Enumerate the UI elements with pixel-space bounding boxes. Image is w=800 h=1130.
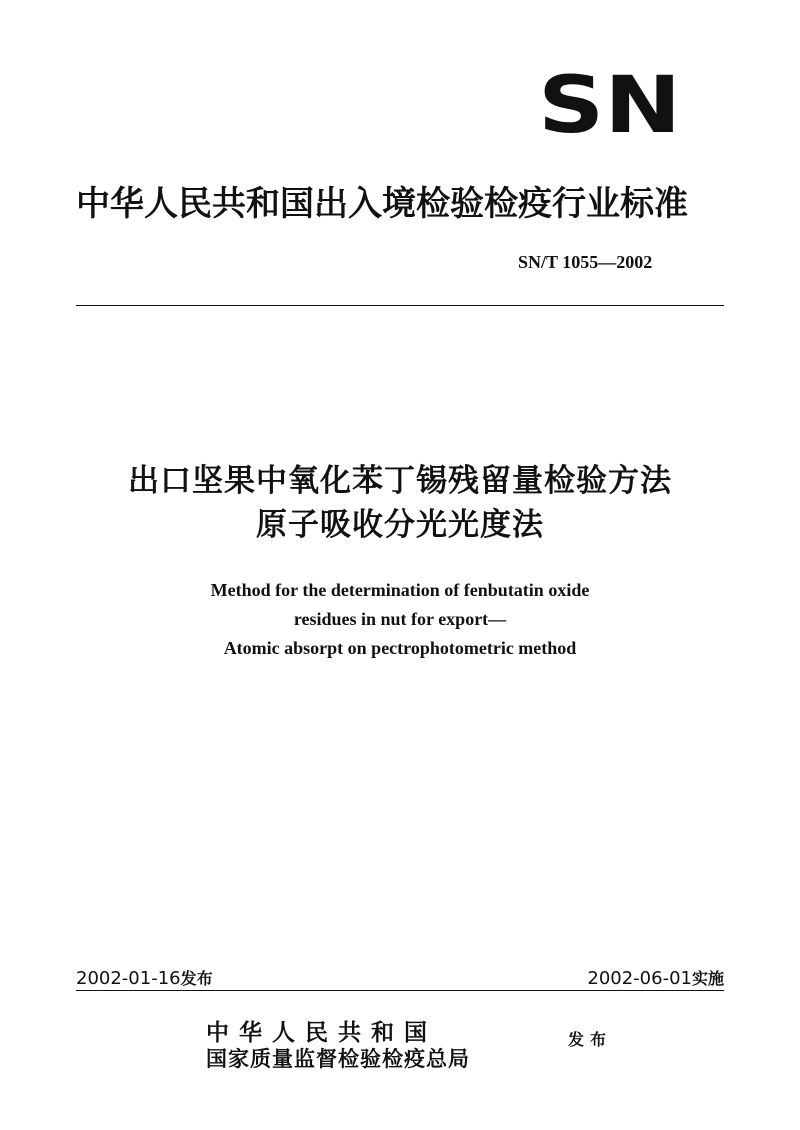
bottom-divider — [76, 990, 724, 991]
publish-date-suffix: 发布 — [180, 969, 213, 988]
issuer-line-1: 中华人民共和国 — [206, 1019, 437, 1046]
implement-date — [587, 967, 724, 991]
standard-category: 中华人民共和国出入境检验检疫行业标准 — [76, 184, 688, 224]
chinese-title-line-2: 原子吸收分光光度法 — [256, 507, 544, 543]
issuer-line-2: 国家质量监督检验检疫总局 — [206, 1046, 470, 1071]
issuer-block — [206, 1020, 566, 1074]
sn-logo: SN — [538, 61, 682, 151]
issuer-action: 发布 — [568, 1030, 613, 1049]
chinese-title-line-1: 出口坚果中氧化苯丁锡残留量检验方法 — [128, 463, 672, 499]
standard-code: SN/T 1055—2002 — [518, 252, 653, 272]
english-title-line-3: Atomic absorpt on pectrophotometric method — [223, 638, 577, 658]
implement-date-suffix: 实施 — [691, 969, 724, 988]
english-title-line-1: Method for the determination of fenbutatin oxide — [210, 580, 590, 600]
publish-date-value: 2002-01-16 — [76, 968, 181, 989]
english-title-line-2: residues in nut for export— — [293, 609, 507, 629]
implement-date-value: 2002-06-01 — [587, 968, 692, 989]
publish-date — [76, 967, 213, 991]
top-divider — [76, 305, 724, 306]
